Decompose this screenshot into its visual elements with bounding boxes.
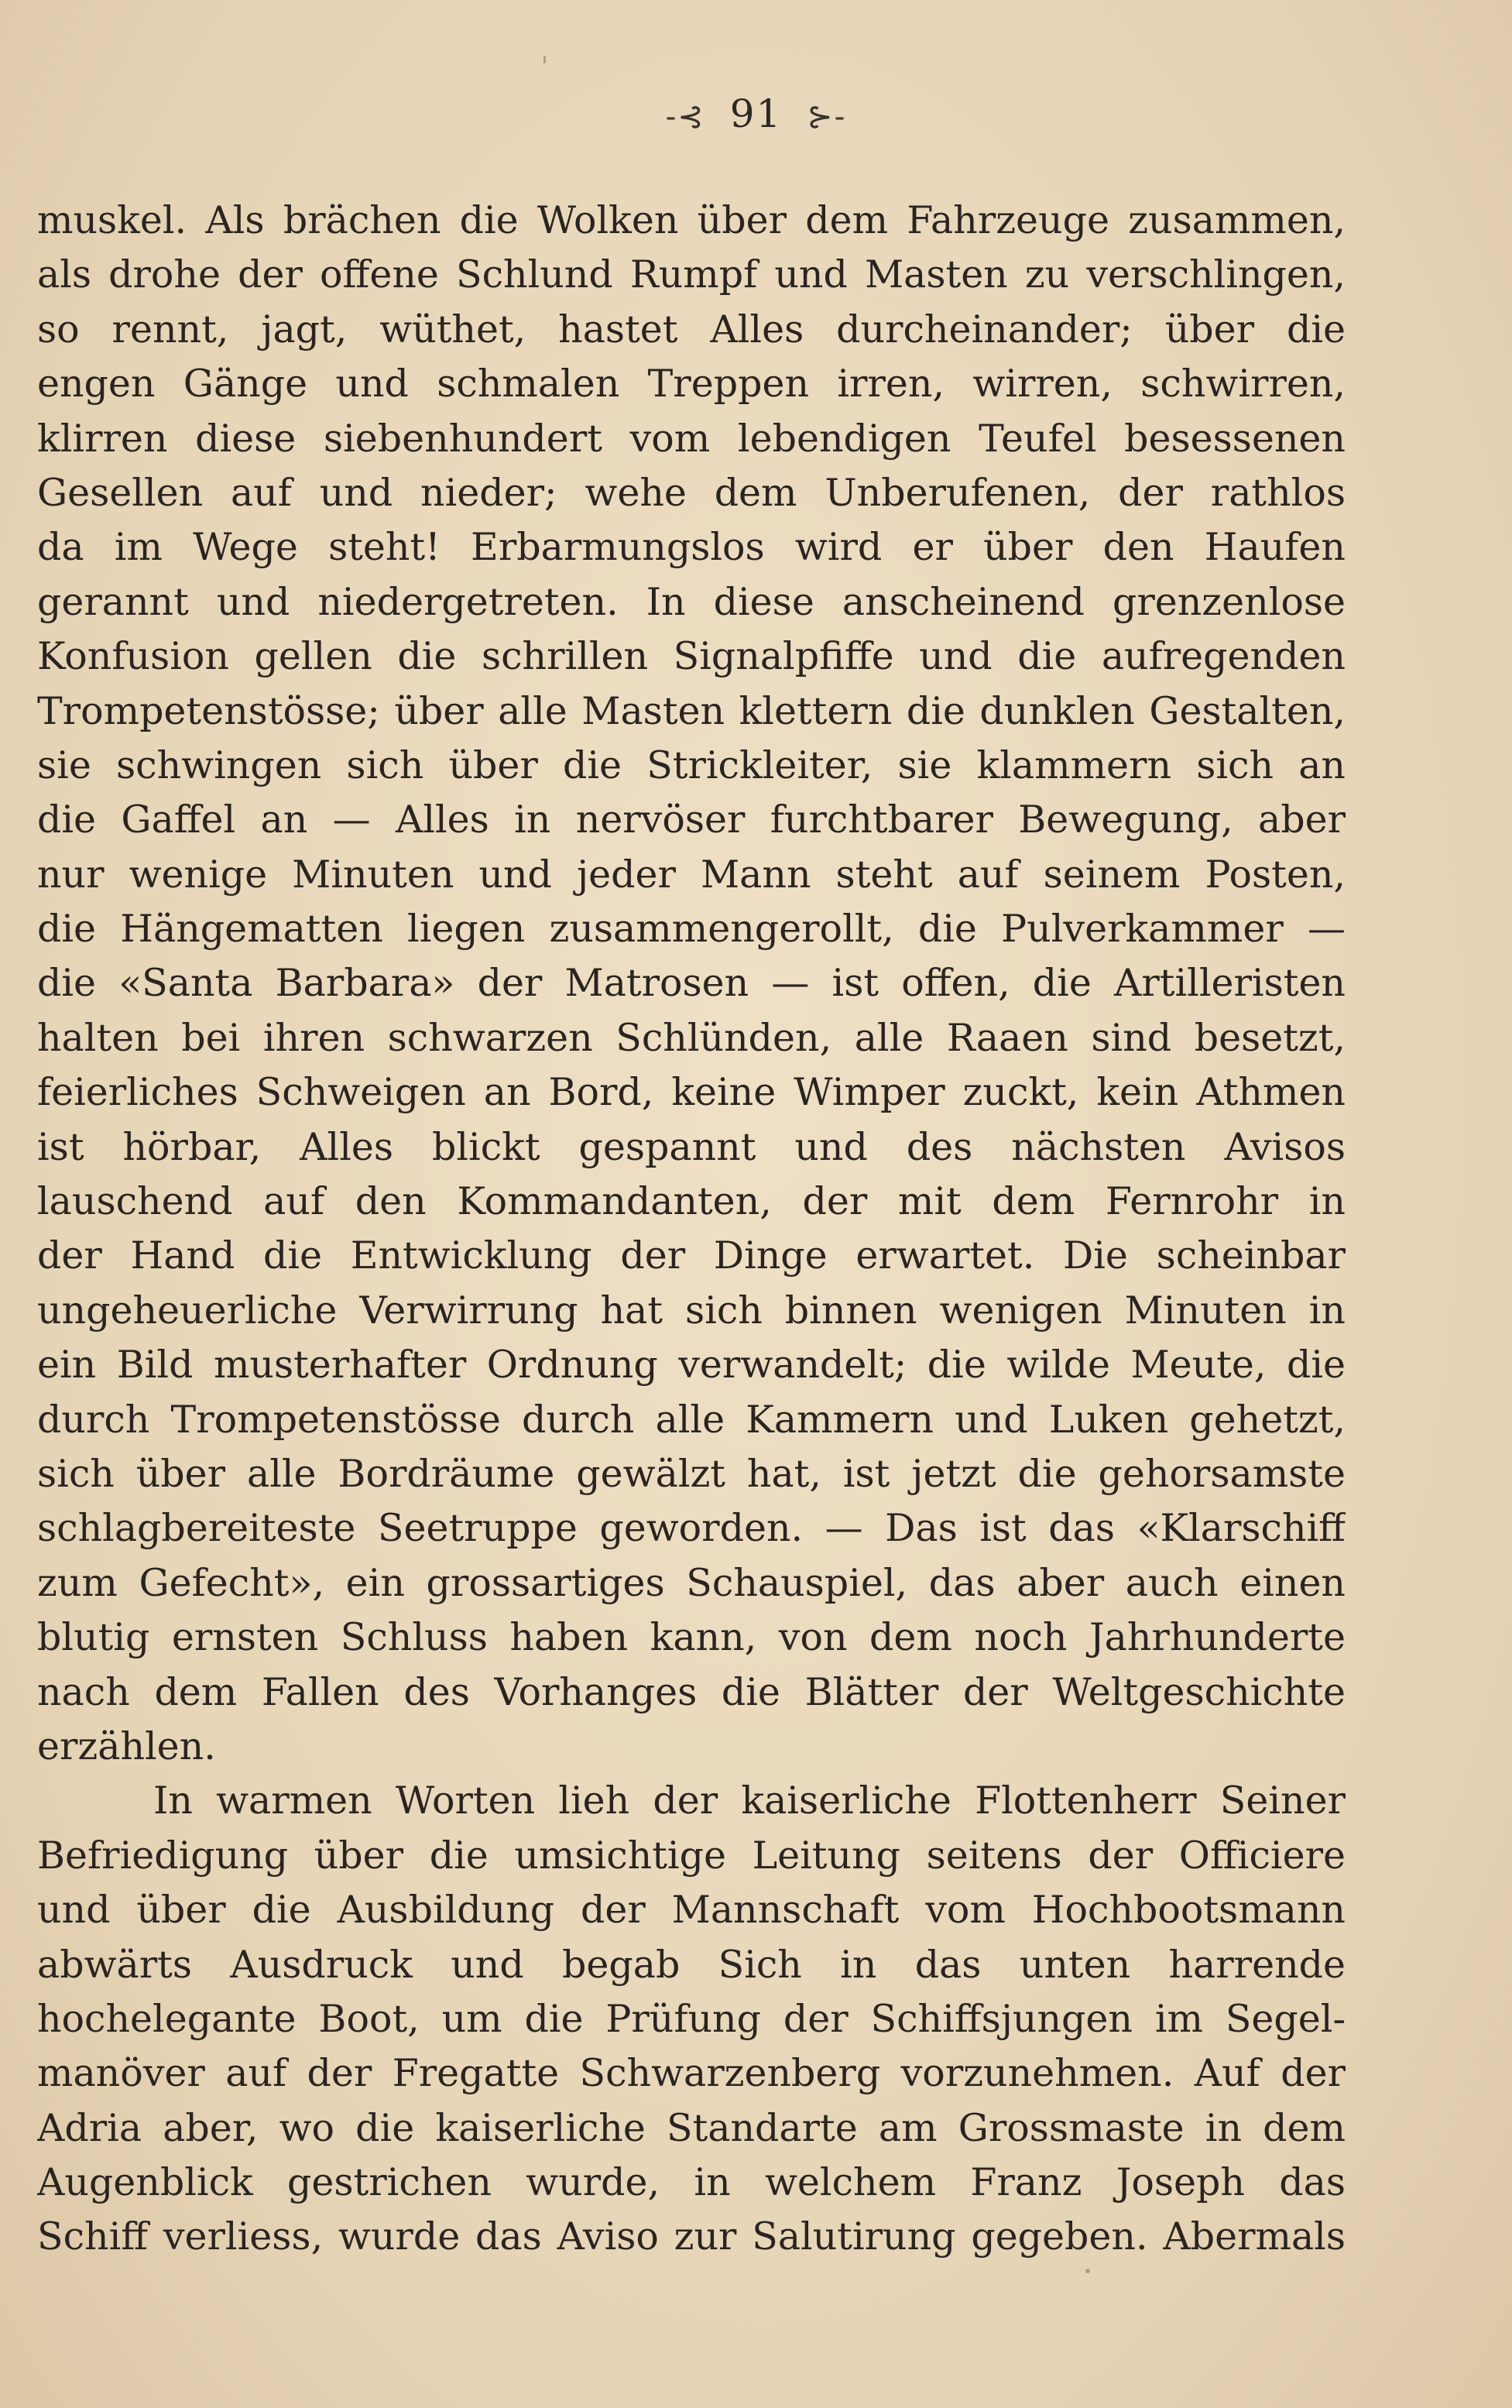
paper-speck bbox=[1085, 2269, 1090, 2273]
text-line: so rennt, jagt, wüthet, hastet Alles durcheinander; über die bbox=[37, 307, 1346, 352]
text-line: hochelegante Boot, um die Prüfung der Schiffsjungen im Segel- bbox=[37, 1996, 1346, 2041]
text-line: da im Wege steht! Erbarmungslos wird er über den Haufen bbox=[37, 525, 1346, 570]
text-line: Augenblick gestrichen wurde, in welchem Franz Joseph das bbox=[37, 2160, 1346, 2205]
text-line: halten bei ihren schwarzen Schlünden, alle Raaen sind besetzt, bbox=[37, 1015, 1346, 1060]
page-header bbox=[0, 91, 1512, 136]
text-line: nach dem Fallen des Vorhanges die Blätter der Weltgeschichte bbox=[37, 1669, 1346, 1714]
text-line: der Hand die Entwicklung der Dinge erwartet. Die scheinbar bbox=[37, 1233, 1346, 1278]
text-line: die Gaffel an — Alles in nervöser furchtbarer Bewegung, aber bbox=[37, 798, 1346, 842]
text-line: die «Santa Barbara» der Matrosen — ist offen, die Artilleristen bbox=[37, 961, 1346, 1006]
text-line: Befriedigung über die umsichtige Leitung seitens der Officiere bbox=[37, 1833, 1346, 1878]
text-line: und über die Ausbildung der Mannschaft vom Hochbootsmann bbox=[37, 1888, 1346, 1933]
text-line: lauschend auf den Kommandanten, der mit dem Fernrohr in bbox=[37, 1179, 1346, 1224]
text-line: ist hörbar, Alles blickt gespannt und des nächsten Avisos bbox=[37, 1124, 1346, 1169]
paper-speck bbox=[543, 56, 546, 63]
text-line: ein Bild musterhafter Ordnung verwandelt; die wilde Meute, die bbox=[37, 1343, 1346, 1388]
ornament-left: -⊰ bbox=[665, 99, 705, 135]
text-line: sich über alle Bordräume gewälzt hat, ist jetzt die gehorsamste bbox=[37, 1451, 1346, 1496]
text-line: Adria aber, wo die kaiserliche Standarte am Grossmaste in dem bbox=[37, 2105, 1346, 2150]
text-line: muskel. Als brächen die Wolken über dem Fahrzeuge zusammen, bbox=[37, 198, 1346, 242]
text-line: abwärts Ausdruck und begab Sich in das unten harrende bbox=[37, 1942, 1346, 1987]
text-line: Schiff verliess, wurde das Aviso zur Salutirung gegeben. Abermals bbox=[37, 2214, 1346, 2259]
ornament-right: ⊱- bbox=[807, 99, 847, 135]
paragraph-start-line: In warmen Worten lieh der kaiserliche Flottenherr Seiner bbox=[153, 1779, 1346, 1823]
text-line: als drohe der offene Schlund Rumpf und Masten zu verschlingen, bbox=[37, 252, 1346, 297]
body-text bbox=[37, 194, 1346, 2265]
paragraph-end-line: erzählen. bbox=[37, 1724, 216, 1768]
text-line: klirren diese siebenhundert vom lebendigen Teufel besessenen bbox=[37, 416, 1346, 461]
text-line: durch Trompetenstösse durch alle Kammern und Luken gehetzt, bbox=[37, 1397, 1346, 1442]
text-line: Konfusion gellen die schrillen Signalpfiffe und die aufregenden bbox=[37, 634, 1346, 679]
text-line: nur wenige Minuten und jeder Mann steht auf seinem Posten, bbox=[37, 852, 1346, 897]
text-line: feierliches Schweigen an Bord, keine Wimper zuckt, kein Athmen bbox=[37, 1070, 1346, 1115]
text-line: die Hängematten liegen zusammengerollt, die Pulverkammer — bbox=[37, 907, 1346, 952]
text-line: gerannt und niedergetreten. In diese anscheinend grenzenlose bbox=[37, 579, 1346, 624]
text-line: engen Gänge und schmalen Treppen irren, wirren, schwirren, bbox=[37, 362, 1346, 406]
text-line: manöver auf der Fregatte Schwarzenberg vorzunehmen. Auf der bbox=[37, 2051, 1346, 2096]
page-number: 91 bbox=[729, 91, 783, 136]
text-line: blutig ernsten Schluss haben kann, von dem noch Jahrhunderte bbox=[37, 1615, 1346, 1660]
text-line: Trompetenstösse; über alle Masten klettern die dunklen Gestalten, bbox=[37, 688, 1346, 733]
text-line: Gesellen auf und nieder; wehe dem Unberufenen, der rathlos bbox=[37, 470, 1346, 515]
text-line: sie schwingen sich über die Strickleiter, sie klammern sich an bbox=[37, 743, 1346, 787]
text-line: zum Gefecht», ein grossartiges Schauspiel, das aber auch einen bbox=[37, 1560, 1346, 1605]
text-line: schlagbereiteste Seetruppe geworden. — Das ist das «Klarschiff bbox=[37, 1506, 1346, 1551]
text-line: ungeheuerliche Verwirrung hat sich binnen wenigen Minuten in bbox=[37, 1288, 1346, 1333]
